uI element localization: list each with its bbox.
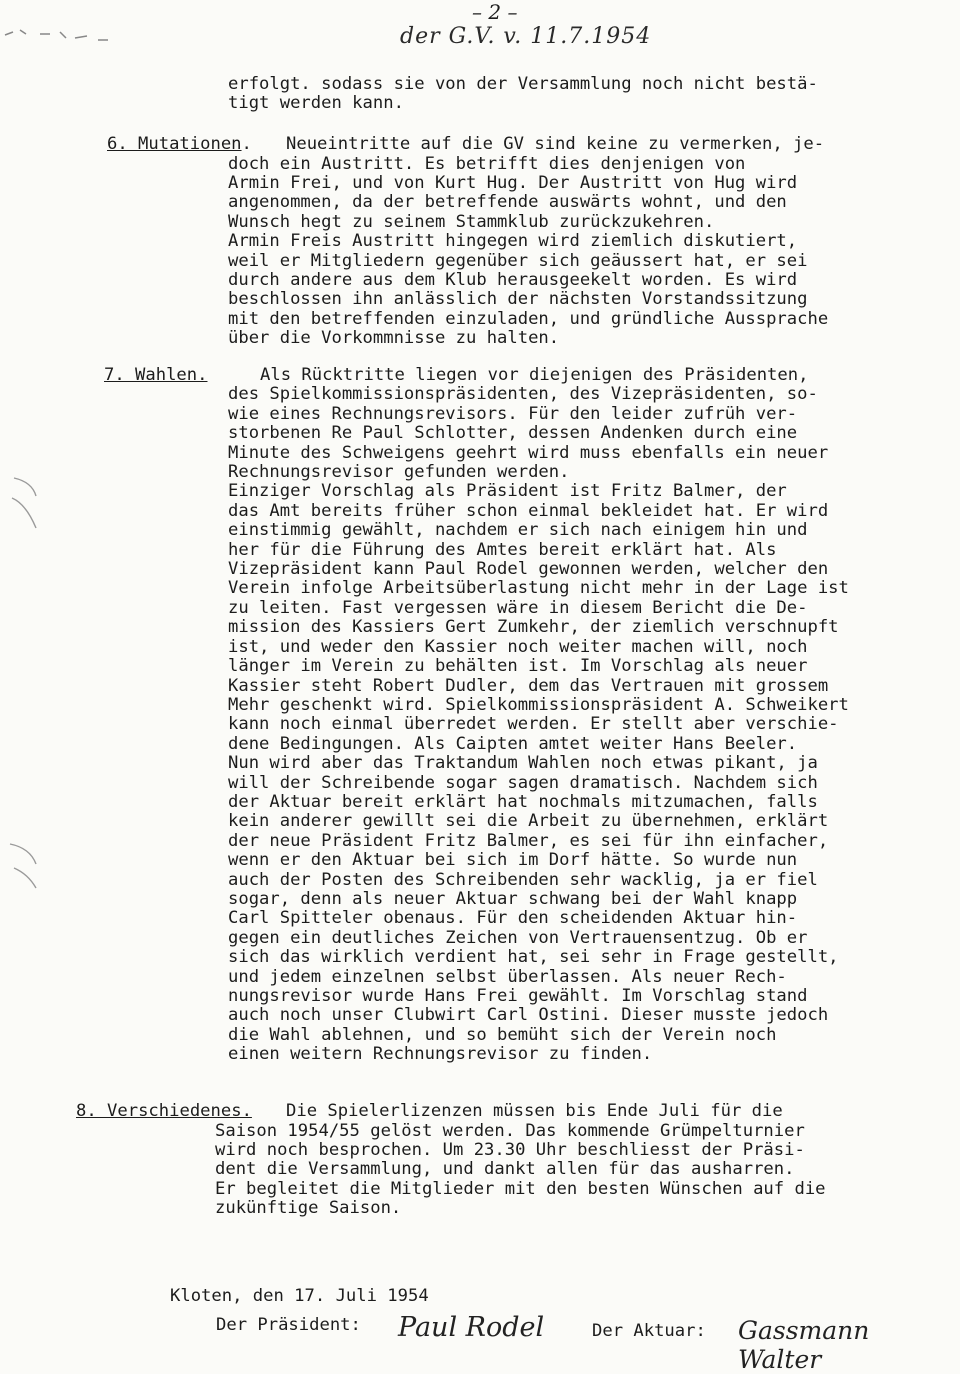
- text-line: Er begleitet die Mitglieder mit den besten Wünschen auf die: [215, 1178, 826, 1199]
- text-line: durch andere aus dem Klub herausgeekelt worden. Es wird: [228, 269, 798, 290]
- text-line: her für die Führung des Amtes bereit erklärt hat. Als: [228, 539, 777, 560]
- text-line: zu leiten. Fast vergessen wäre in diesem Bericht die De-: [228, 597, 808, 618]
- text-line: doch ein Austritt. Es betrifft dies denjenigen von: [228, 153, 746, 174]
- section-heading: 7. Wahlen.: [104, 365, 208, 385]
- text-line: ist, und weder den Kassier noch weiter machen will, noch: [228, 636, 808, 657]
- text-line: Einziger Vorschlag als Präsident ist Fritz Balmer, der: [228, 481, 787, 502]
- punch-hole-mark-icon: [4, 830, 54, 890]
- section-7-heading: [104, 366, 207, 385]
- section-8-first-line: [286, 1102, 783, 1121]
- president-signature: Paul Rodel: [398, 1312, 545, 1343]
- text-line: angenommen, da der betreffende auswärts wohnt, und den: [228, 192, 787, 213]
- text-line: sogar, denn als neuer Aktuar schwang bei der Wahl knapp: [228, 888, 798, 909]
- text-line: gegen ein deutliches Zeichen von Vertrauensentzug. Ob er: [228, 927, 808, 948]
- text-line: Kassier steht Robert Dudler, dem das Vertrauen mit grossem: [228, 675, 829, 696]
- section-heading: 6. Mutationen: [107, 134, 242, 154]
- text-line: Vizepräsident kann Paul Rodel gewonnen werden, welcher den: [228, 559, 829, 580]
- text-line: wie eines Rechnungsrevisors. Für den leider zufrüh ver-: [228, 403, 798, 424]
- text-line: die Wahl ablehnen, und so bemüht sich der Verein noch: [228, 1024, 777, 1045]
- secretary-signature: Gassmann Walter: [738, 1316, 870, 1374]
- text-line: Carl Spitteler obenaus. Für den scheidenden Aktuar hin-: [228, 908, 798, 929]
- text-line: nungsrevisor wurde Hans Frei gewählt. Im Vorschlag stand: [228, 986, 808, 1006]
- text-line: einstimmig gewählt, nachdem er sich nach einigem hin und: [228, 520, 808, 541]
- section-8-body: [215, 1122, 826, 1219]
- text-line: Als Rücktritte liegen vor diejenigen des Präsidenten,: [260, 365, 809, 385]
- scan-mark-icon: [0, 20, 120, 60]
- text-line: Minute des Schweigens geehrt wird muss ebenfalls ein neuer: [228, 442, 829, 463]
- text-line: Verein infolge Arbeitsüberlastung nicht mehr in der Lage ist: [228, 578, 849, 599]
- text-line: auch noch unser Clubwirt Carl Ostini. Dieser musste jedoch: [228, 1005, 829, 1026]
- section-8-heading: [76, 1102, 252, 1121]
- text-line: zukünftige Saison.: [215, 1198, 402, 1219]
- text-line: der Aktuar bereit erklärt hat nochmals mitzumachen, falls: [228, 791, 818, 812]
- section-6-body: [228, 155, 828, 349]
- text-line: storbenen Re Paul Schlotter, dessen Andenken durch eine: [228, 423, 798, 444]
- text-line: einen weitern Rechnungsrevisor zu finden.: [228, 1044, 653, 1065]
- text-line: beschlossen ihn anlässlich der nächsten Vorstandssitzung: [228, 289, 808, 310]
- president-label: Der Präsident:: [216, 1315, 361, 1335]
- text-line: der neue Präsident Fritz Balmer, es sei für ihn einfacher,: [228, 830, 829, 851]
- header-reference: der G.V. v. 11.7.1954: [400, 24, 652, 49]
- text-line: dene Bedingungen. Als Caipten amtet weiter Hans Beeler.: [228, 733, 798, 754]
- text-line: mit den betreffenden einzuladen, und gründliche Aussprache: [228, 308, 829, 329]
- text-line: Saison 1954/55 gelöst werden. Das kommende Grümpelturnier: [215, 1120, 805, 1141]
- section-heading: 8. Verschiedenes.: [76, 1101, 252, 1121]
- text-line: auch der Posten des Schreibenden sehr wacklig, ja er fiel: [228, 869, 818, 890]
- text-line: Armin Frei, und von Kurt Hug. Der Austritt von Hug wird: [228, 172, 798, 193]
- text-line: Mehr geschenkt wird. Spielkommissionspräsident A. Schweikert: [228, 694, 849, 715]
- place-date: Kloten, den 17. Juli 1954: [170, 1286, 429, 1306]
- text-line: kein anderer gewillt sei die Arbeit zu übernehmen, erklärt: [228, 811, 829, 832]
- intro-paragraph: [228, 75, 818, 114]
- text-line: und jedem einzelnen selbst überlassen. Als neuer Rech-: [228, 966, 787, 987]
- text-line: kann noch einmal überredet werden. Er stellt aber verschie-: [228, 714, 839, 735]
- text-line: will der Schreibende sogar sagen dramatisch. Nachdem sich: [228, 772, 818, 793]
- section-7-body: [228, 366, 948, 1065]
- text-line: dent die Versammlung, und dankt allen für das ausharren.: [215, 1159, 795, 1180]
- text-line: des Spielkommissionspräsidenten, des Vizepräsidenten, so-: [228, 384, 818, 405]
- section-6-first-line: [286, 135, 824, 154]
- text-line: Neueintritte auf die GV sind keine zu vermerken, je-: [286, 134, 825, 154]
- text-line: tigt werden kann.: [228, 93, 404, 114]
- text-line: Rechnungsrevisor gefunden werden.: [228, 462, 570, 483]
- page-number: – 2 –: [472, 0, 518, 24]
- text-line: sich das wirklich verdient hat, sei sehr in Frage gestellt,: [228, 947, 839, 968]
- text-line: Wunsch hegt zu seinem Stammklub zurückzukehren.: [228, 211, 715, 232]
- text-line: Die Spielerlizenzen müssen bis Ende Juli für die: [286, 1101, 783, 1121]
- text-line: erfolgt. sodass sie von der Versammlung noch nicht bestä-: [228, 74, 818, 94]
- text-line: Armin Freis Austritt hingegen wird ziemlich diskutiert,: [228, 231, 798, 252]
- text-line: länger im Verein zu behälten ist. Im Vorschlag als neuer: [228, 656, 808, 677]
- punch-hole-mark-icon: [4, 470, 54, 530]
- text-line: Nun wird aber das Traktandum Wahlen noch etwas pikant, ja: [228, 753, 818, 774]
- text-line: weil er Mitgliedern gegenüber sich geäussert hat, er sei: [228, 250, 808, 271]
- text-line: über die Vorkommnisse zu halten.: [228, 328, 560, 349]
- text-line: das Amt bereits früher schon einmal bekleidet hat. Er wird: [228, 500, 829, 521]
- text-line: wird noch besprochen. Um 23.30 Uhr beschliesst der Präsi-: [215, 1139, 805, 1160]
- text-line: mission des Kassiers Gert Zumkehr, der ziemlich verschnupft: [228, 617, 839, 638]
- secretary-label: Der Aktuar:: [592, 1321, 706, 1341]
- section-6-heading: 6. Mutationen.: [107, 134, 252, 154]
- text-line: wenn er den Aktuar bei sich im Dorf hätte. So wurde nun: [228, 850, 798, 871]
